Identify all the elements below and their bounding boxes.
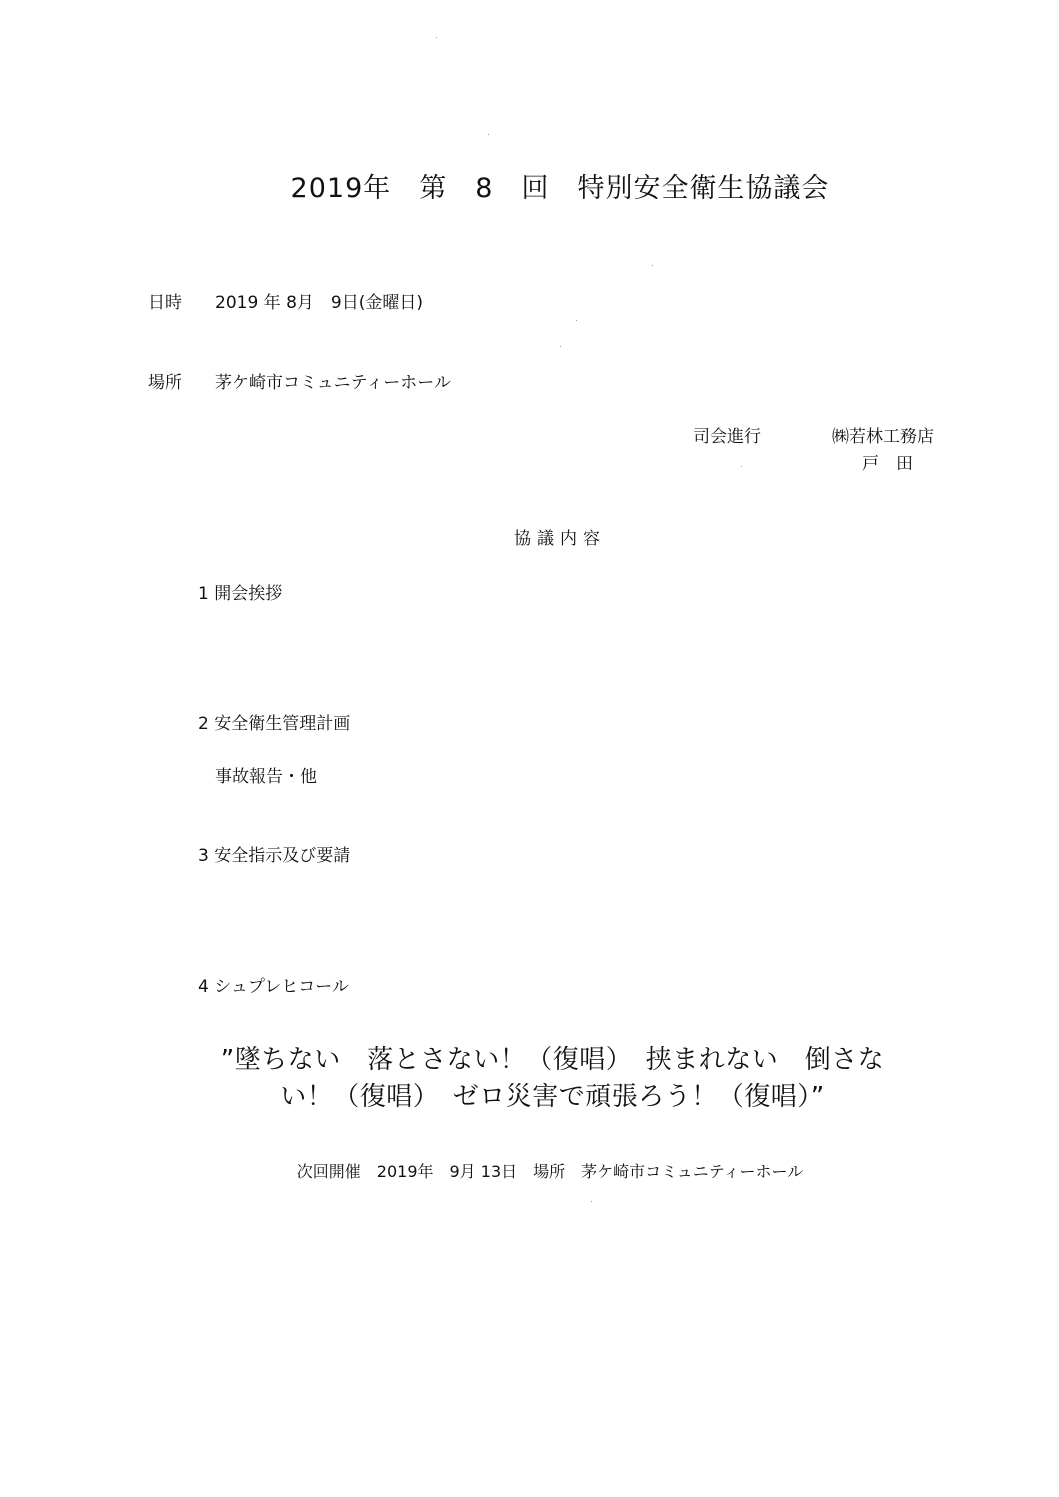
scan-speck	[576, 320, 577, 321]
date-value: 2019 年 8月 9日(金曜日)	[215, 293, 423, 313]
agenda-item-text: シュプレヒコール	[214, 977, 349, 997]
scan-speck	[652, 265, 653, 266]
agenda-item-text: 開会挨拶	[214, 584, 283, 604]
agenda-item-number: 3	[198, 846, 209, 866]
moderator-name: 戸 田	[862, 454, 913, 474]
location-label: 場所	[148, 373, 182, 393]
slogan-line-1: ”墜ちない 落とさない！（復唱） 挟まれない 倒さな	[220, 1045, 885, 1075]
scan-speck	[560, 346, 561, 347]
agenda-item	[198, 709, 350, 734]
scan-speck	[741, 466, 742, 467]
agenda-item	[198, 972, 349, 997]
agenda-item-number: 4	[198, 977, 209, 997]
scan-speck	[488, 134, 489, 135]
agenda-heading: 協議内容	[514, 529, 606, 549]
agenda-item-number: 1	[198, 584, 209, 604]
agenda-item	[198, 579, 282, 604]
agenda-item-text: 安全指示及び要請	[214, 846, 351, 866]
document-title: 2019年 第 8 回 特別安全衛生協議会	[290, 173, 830, 204]
agenda-item-text: 安全衛生管理計画	[214, 714, 351, 734]
moderator-company: ㈱若林工務店	[832, 427, 934, 447]
agenda-item	[198, 841, 350, 866]
moderator-label: 司会進行	[693, 427, 761, 447]
agenda-sub-item: 事故報告・他	[215, 767, 317, 787]
slogan-line-2: い！（復唱） ゼロ災害で頑張ろう！（復唱）”	[280, 1082, 825, 1112]
next-meeting: 次回開催 2019年 9月 13日 場所 茅ケ崎市コミュニティーホール	[296, 1162, 804, 1181]
date-label: 日時	[148, 293, 182, 313]
scan-speck	[591, 1201, 592, 1202]
agenda-item-number: 2	[198, 714, 209, 734]
scan-speck	[436, 37, 437, 38]
location-value: 茅ケ崎市コミュニティーホール	[215, 373, 451, 393]
